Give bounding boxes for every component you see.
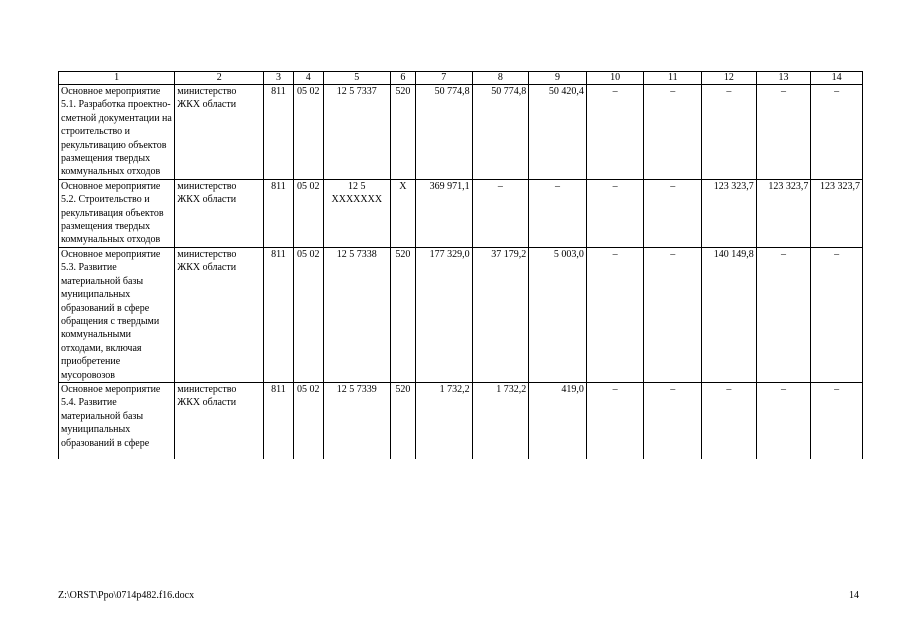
footer-file-path: Z:\ORST\Ppo\0714p482.f16.docx: [58, 590, 195, 601]
rzpr-cell: 05 02: [293, 85, 323, 180]
grbs-cell: 811: [264, 247, 293, 382]
column-header: 12: [702, 72, 757, 85]
csr-cell: 12 5 7338: [323, 247, 390, 382]
value-cell-12: –: [702, 85, 757, 180]
value-cell-7: 369 971,1: [415, 179, 472, 247]
executor-cell: министерство ЖКХ области: [175, 247, 264, 382]
value-cell-12: 123 323,7: [702, 179, 757, 247]
value-cell-13: –: [756, 247, 811, 382]
column-header: 5: [323, 72, 390, 85]
value-cell-7: 50 774,8: [415, 85, 472, 180]
value-cell-13: 123 323,7: [756, 179, 811, 247]
grbs-cell: 811: [264, 382, 293, 459]
rzpr-cell: 05 02: [293, 382, 323, 459]
activity-name-cell: Основное мероприятие 5.3. Развитие материальной базы муниципальных образований в сфере обращения с твердыми коммунальными отходами, включая приобретение мусоровозов: [59, 247, 175, 382]
csr-cell: 12 5 7339: [323, 382, 390, 459]
value-cell-14: –: [811, 247, 863, 382]
column-header: 9: [529, 72, 587, 85]
value-cell-8: 50 774,8: [472, 85, 529, 180]
value-cell-8: –: [472, 179, 529, 247]
column-header: 3: [264, 72, 293, 85]
value-cell-9: 419,0: [529, 382, 587, 459]
page-number: 14: [849, 590, 859, 601]
table-row: [59, 247, 863, 382]
csr-cell: 12 5 7337: [323, 85, 390, 180]
vr-cell: 520: [390, 382, 415, 459]
value-cell-9: 5 003,0: [529, 247, 587, 382]
value-cell-7: 177 329,0: [415, 247, 472, 382]
value-cell-7: 1 732,2: [415, 382, 472, 459]
column-number-row: [59, 72, 863, 85]
value-cell-14: –: [811, 382, 863, 459]
executor-cell: министерство ЖКХ области: [175, 382, 264, 459]
value-cell-9: 50 420,4: [529, 85, 587, 180]
column-header: 6: [390, 72, 415, 85]
column-header: 13: [756, 72, 811, 85]
value-cell-14: 123 323,7: [811, 179, 863, 247]
column-header: 2: [175, 72, 264, 85]
column-header: 1: [59, 72, 175, 85]
vr-cell: 520: [390, 85, 415, 180]
value-cell-8: 37 179,2: [472, 247, 529, 382]
activity-name-cell: Основное мероприятие 5.1. Разработка проектно-сметной документации на строительство и рекультивацию объектов размещения твердых коммунальных отходов: [59, 85, 175, 180]
executor-cell: министерство ЖКХ области: [175, 85, 264, 180]
column-header: 4: [293, 72, 323, 85]
value-cell-11: –: [644, 247, 702, 382]
column-header: 14: [811, 72, 863, 85]
value-cell-10: –: [586, 382, 644, 459]
grbs-cell: 811: [264, 85, 293, 180]
value-cell-10: –: [586, 179, 644, 247]
value-cell-11: –: [644, 85, 702, 180]
value-cell-12: 140 149,8: [702, 247, 757, 382]
csr-cell: 12 5 XXXXXXX: [323, 179, 390, 247]
value-cell-14: –: [811, 85, 863, 180]
vr-cell: 520: [390, 247, 415, 382]
executor-cell: министерство ЖКХ области: [175, 179, 264, 247]
value-cell-12: –: [702, 382, 757, 459]
value-cell-13: –: [756, 382, 811, 459]
value-cell-10: –: [586, 85, 644, 180]
program-table: [58, 71, 863, 459]
table-row: [59, 179, 863, 247]
activity-name-cell: Основное мероприятие 5.2. Строительство и рекультивация объектов размещения твердых коммунальных отходов: [59, 179, 175, 247]
rzpr-cell: 05 02: [293, 179, 323, 247]
value-cell-11: –: [644, 382, 702, 459]
column-header: 11: [644, 72, 702, 85]
value-cell-8: 1 732,2: [472, 382, 529, 459]
column-header: 10: [586, 72, 644, 85]
grbs-cell: 811: [264, 179, 293, 247]
activity-name-cell: Основное мероприятие 5.4. Развитие материальной базы муниципальных образований в сфере: [59, 382, 175, 459]
value-cell-10: –: [586, 247, 644, 382]
column-header: 7: [415, 72, 472, 85]
value-cell-11: –: [644, 179, 702, 247]
value-cell-9: –: [529, 179, 587, 247]
value-cell-13: –: [756, 85, 811, 180]
table-row: [59, 85, 863, 180]
table-row: [59, 382, 863, 459]
vr-cell: Х: [390, 179, 415, 247]
rzpr-cell: 05 02: [293, 247, 323, 382]
column-header: 8: [472, 72, 529, 85]
